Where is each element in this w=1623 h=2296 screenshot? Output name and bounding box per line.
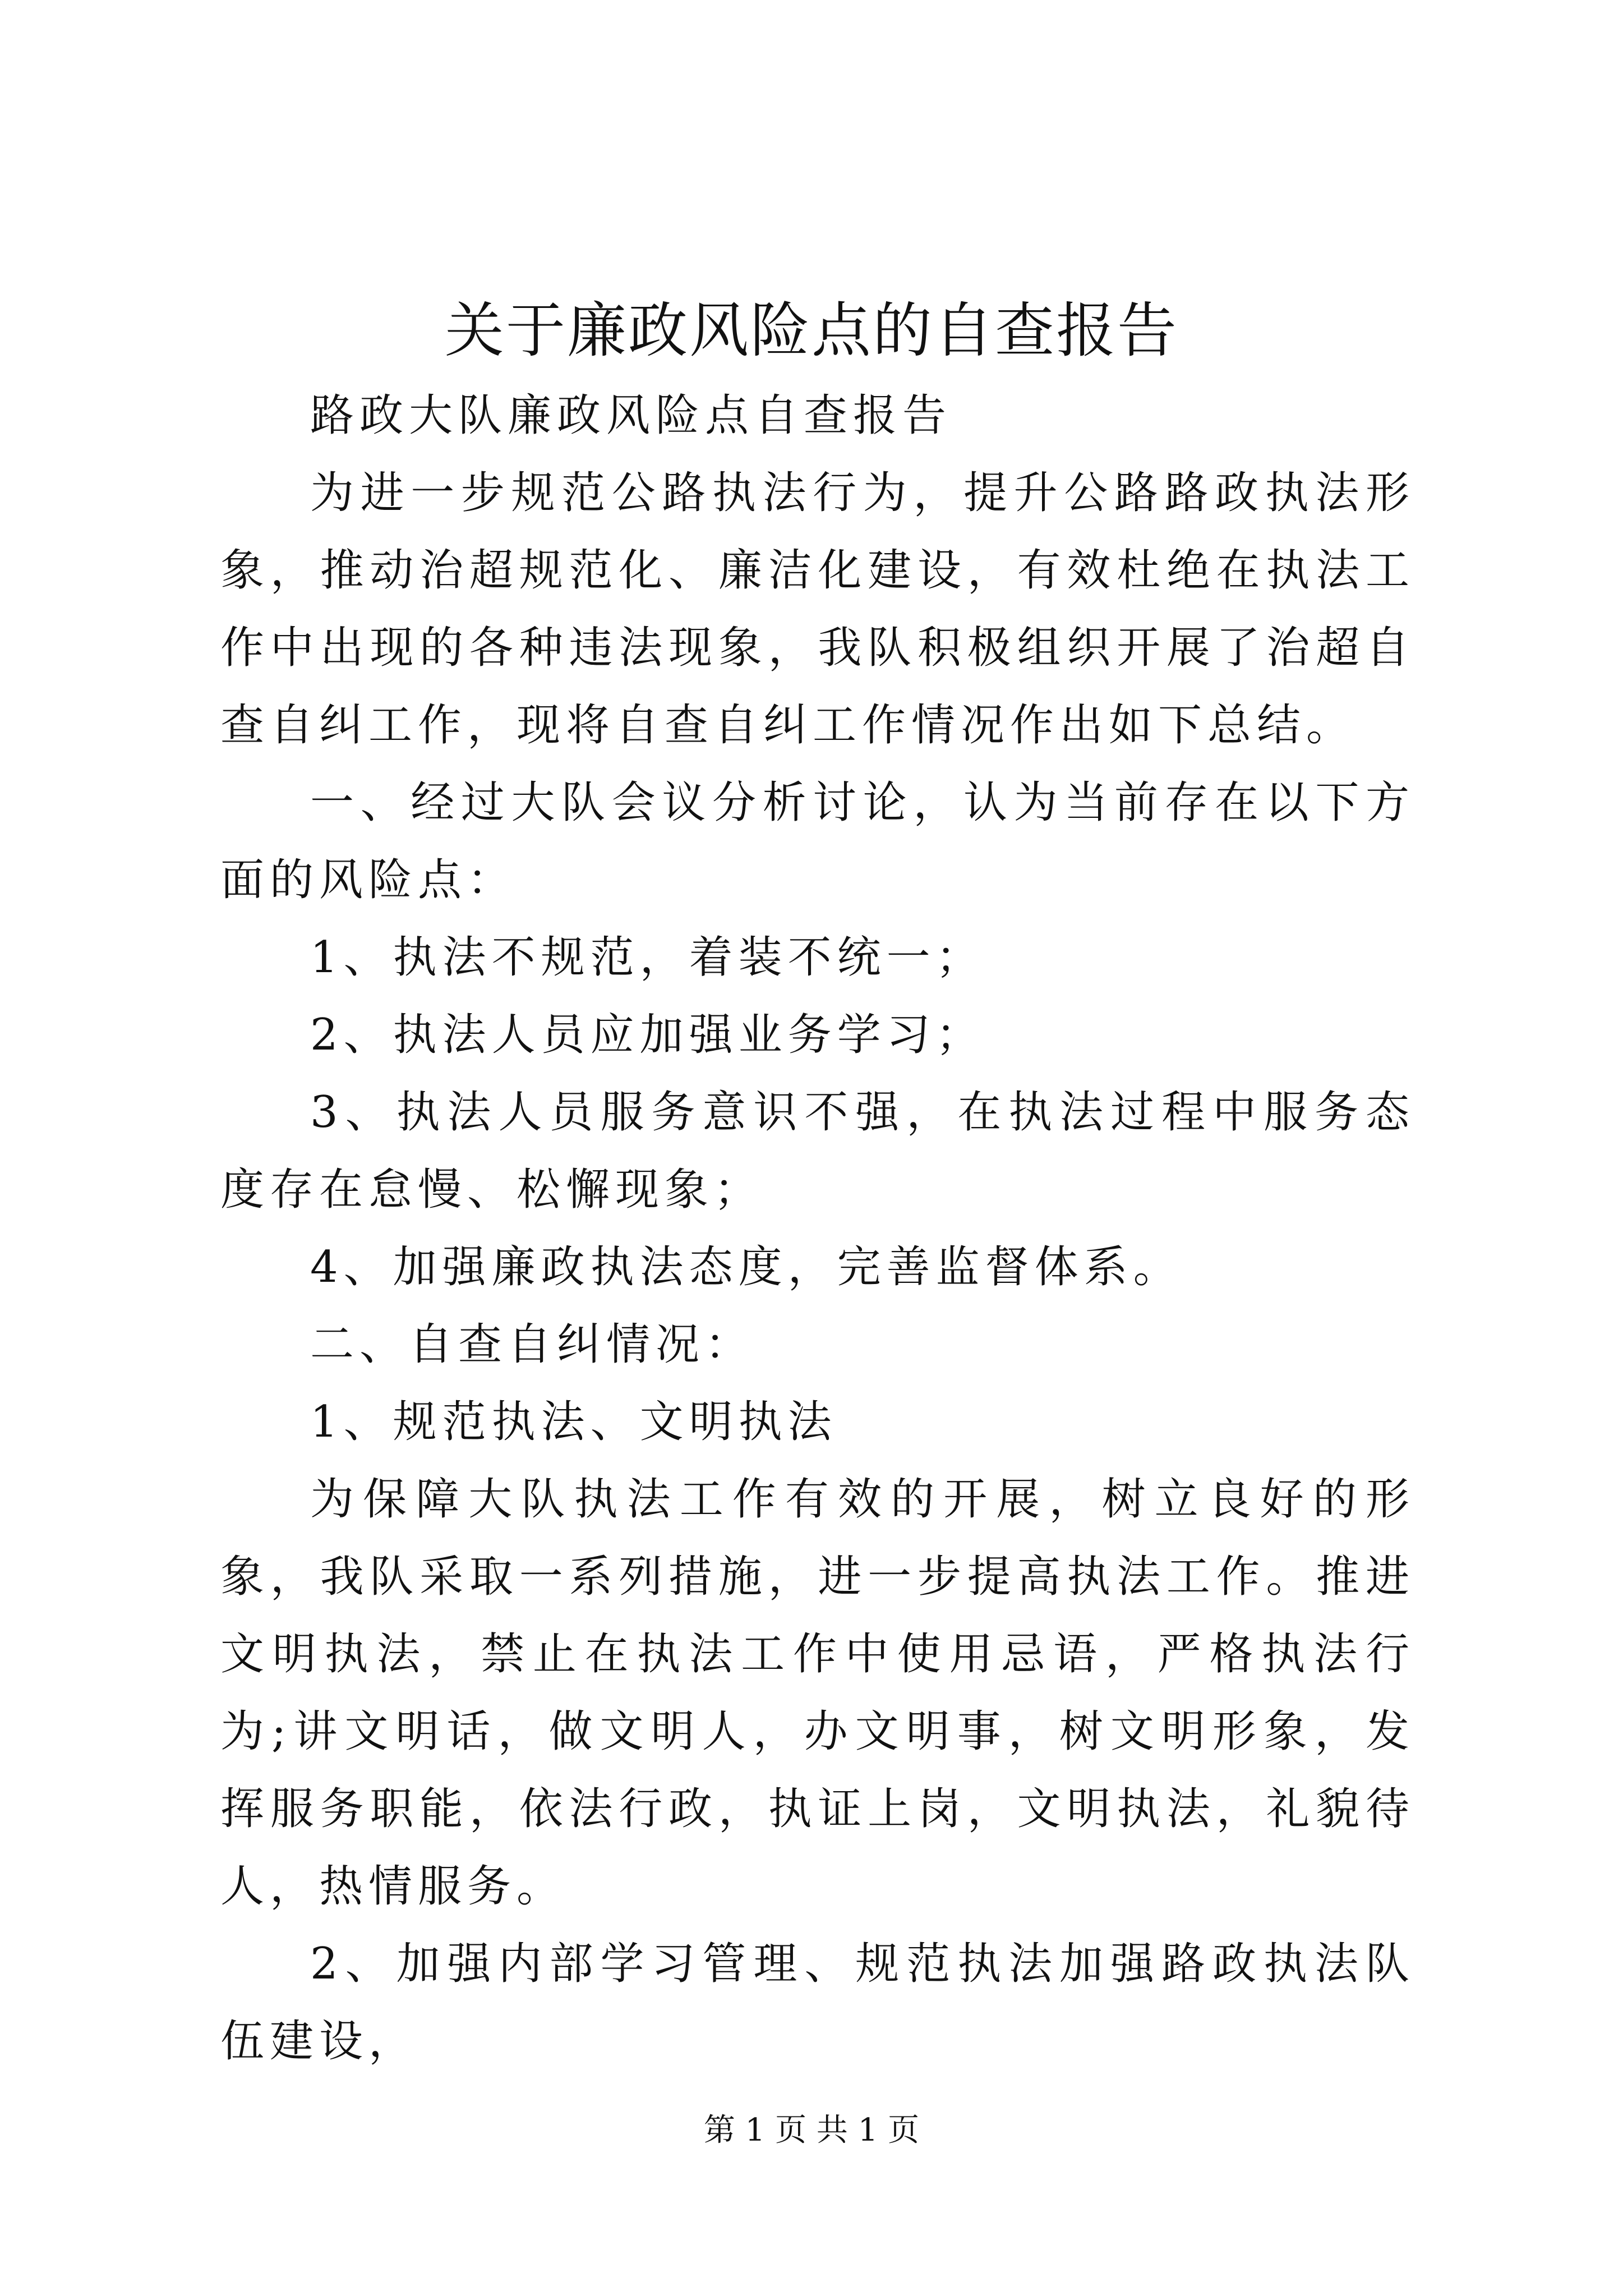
paragraph-intro: 为进一步规范公路执法行为，提升公路路政执法形象，推动治超规范化、廉洁化建设，有效杜绝在执法工作中出现的各种违法现象，我队积极组织开展了治超自查自纠工作，现将自查自纠工作情况作出如下总结。 [220, 468, 1415, 751]
paragraph-item: 3、执法人员服务意识不强，在执法过程中服务态度存在怠慢、松懈现象； [220, 1087, 1415, 1215]
page-footer: 第 1 页 共 1 页 [703, 2112, 920, 2148]
document-body [220, 377, 1415, 2080]
paragraph-section-two: 二、自查自纠情况： [310, 1319, 755, 1370]
paragraph-item: 4、加强廉政执法态度，完善监督体系。 [310, 1242, 1183, 1292]
paragraph-item: 1、执法不规范，着装不统一； [310, 932, 985, 983]
paragraph-subtitle: 路政大队廉政风险点自查报告 [310, 390, 952, 441]
paragraph-item: 2、加强内部学习管理、规范执法加强路政执法队伍建设， [220, 1939, 1415, 2067]
paragraph-subheading: 1、规范执法、文明执法 [310, 1397, 837, 1447]
paragraph-body: 为保障大队执法工作有效的开展，树立良好的形象，我队采取一系列措施，进一步提高执法工作。推进文明执法，禁止在执法工作中使用忌语，严格执法行为;讲文明话，做文明人，办文明事，树文明形象，发挥服务职能，依法行政，执证上岗，文明执法，礼貌待人，热情服务。 [220, 1474, 1415, 1912]
paragraph-section-one: 一、经过大队会议分析讨论，认为当前存在以下方面的风险点： [220, 777, 1415, 905]
document-title: 关于廉政风险点的自查报告 [445, 296, 1178, 365]
paragraph-item: 2、执法人员应加强业务学习； [310, 1010, 985, 1060]
